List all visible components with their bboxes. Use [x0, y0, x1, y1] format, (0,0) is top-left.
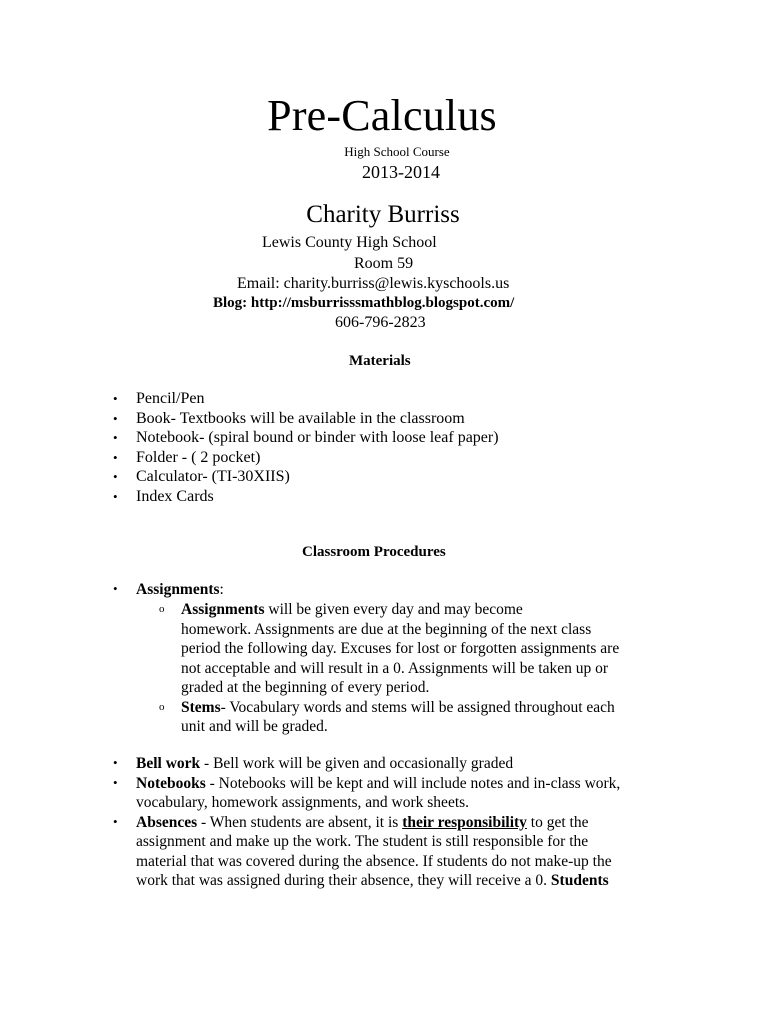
notebooks-line	[136, 774, 620, 794]
materials-heading: Materials	[349, 353, 411, 369]
bullet-icon: •	[113, 410, 118, 426]
list-item	[113, 487, 499, 507]
assignments-detail-line: graded at the beginning of every period.	[181, 679, 430, 696]
bullet-icon: •	[113, 430, 118, 445]
bell-work-text: - Bell work will be given and occasionally graded	[200, 755, 514, 772]
assignments-sub-text: will be given every day and may become	[264, 601, 523, 618]
list-item	[113, 448, 499, 468]
stems-line	[181, 698, 615, 718]
school-year: 2013-2014	[362, 162, 440, 182]
stems-label: Stems	[181, 698, 221, 716]
room-number: Room 59	[354, 255, 414, 272]
list-item-text: Notebook- (spiral bound or binder with loose leaf paper)	[136, 429, 499, 446]
sub-bullet-icon: o	[159, 603, 165, 615]
assignments-detail-line	[181, 600, 523, 620]
course-title: Pre-Calculus	[267, 91, 497, 140]
absences-text: - When students are absent, it is	[197, 813, 403, 831]
stems-line: unit and will be graded.	[181, 718, 328, 735]
assignments-colon: :	[219, 581, 224, 598]
sub-bullet-icon: o	[159, 701, 165, 713]
teacher-name: Charity Burriss	[306, 201, 460, 228]
list-item-text: Pencil/Pen	[136, 390, 205, 407]
list-item	[113, 428, 499, 448]
school-name: Lewis County High School	[262, 234, 437, 251]
bullet-icon: •	[113, 581, 118, 596]
absences-label: Absences	[136, 813, 198, 831]
bullet-icon: •	[113, 488, 118, 504]
teacher-phone: 606-796-2823	[335, 314, 426, 331]
absences-line	[136, 813, 588, 833]
assignments-detail-line: homework. Assignments are due at the beginning of the next class	[181, 620, 592, 638]
absences-students: Students	[550, 872, 609, 889]
bullet-icon: •	[113, 391, 118, 406]
absences-text: to get the	[526, 813, 589, 831]
materials-list	[113, 389, 499, 506]
list-item-text: Index Cards	[136, 487, 214, 505]
list-item-text: Folder - ( 2 pocket)	[136, 448, 261, 466]
procedures-heading: Classroom Procedures	[302, 544, 446, 560]
notebooks-text: - Notebooks will be kept and will include notes and in-class work,	[205, 774, 621, 792]
assignments-label: Assignments	[136, 581, 220, 598]
absences-emphasis: their responsibility	[402, 813, 527, 831]
list-item	[113, 409, 499, 429]
bell-work-line	[136, 754, 513, 774]
absences-line: assignment and make up the work. The student is still responsible for the	[136, 833, 589, 850]
bullet-icon: •	[113, 755, 118, 770]
assignments-heading	[136, 580, 224, 600]
teacher-blog: Blog: http://msburrisssmathblog.blogspot.com/	[213, 295, 515, 311]
bullet-icon: •	[113, 774, 118, 790]
list-item-text: Calculator- (TI-30XIIS)	[136, 468, 290, 485]
list-item	[113, 389, 499, 409]
course-subtitle: High School Course	[344, 144, 450, 159]
assignments-sub-label: Assignments	[181, 601, 265, 618]
list-item-text: Book- Textbooks will be available in the classroom	[136, 409, 465, 427]
assignments-detail-line: period the following day. Excuses for lost or forgotten assignments are	[181, 640, 620, 657]
bullet-icon: •	[113, 813, 118, 829]
bullet-icon: •	[113, 449, 118, 465]
notebooks-line: vocabulary, homework assignments, and work sheets.	[136, 794, 470, 811]
notebooks-label: Notebooks	[136, 774, 206, 792]
absences-line: material that was covered during the absence. If students do not make-up the	[136, 852, 612, 870]
teacher-email: Email: charity.burriss@lewis.kyschools.us	[237, 275, 510, 292]
stems-text: - Vocabulary words and stems will be assigned throughout each	[220, 698, 615, 716]
list-item	[113, 467, 499, 487]
assignments-detail-line: not acceptable and will result in a 0. Assignments will be taken up or	[181, 659, 609, 677]
bell-work-label: Bell work	[136, 755, 201, 772]
bullet-icon: •	[113, 469, 118, 484]
absences-text: work that was assigned during their absence, they will receive a 0.	[136, 872, 551, 889]
absences-line	[136, 871, 609, 891]
